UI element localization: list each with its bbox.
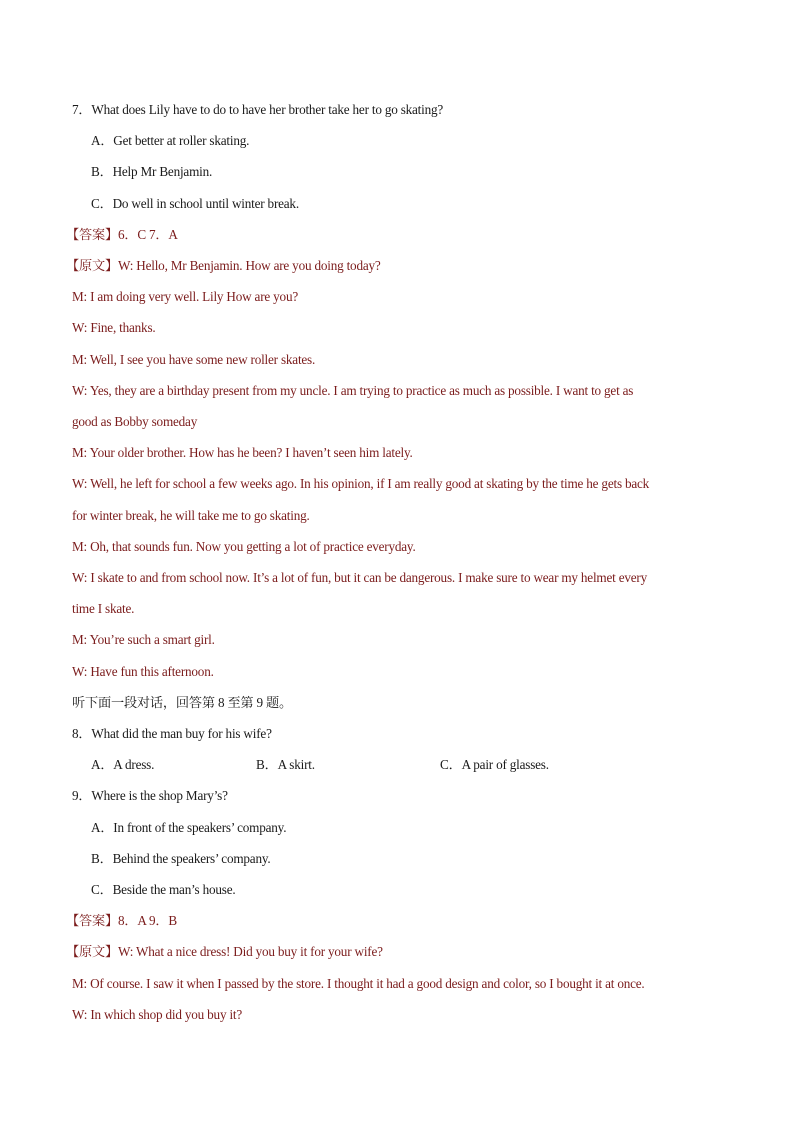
- q7-option-c: C．Do well in school until winter break.: [91, 196, 299, 211]
- answer-8-9: [66, 911, 734, 931]
- transcript-line: [66, 256, 734, 276]
- transcript-tag: 【原文】: [66, 944, 118, 959]
- q8-option-c: C．A pair of glasses.: [440, 757, 549, 772]
- transcript-text: W: What a nice dress! Did you buy it for your wife?: [117, 944, 383, 959]
- question-7: 7．What does Lily have to do to have her brother take her to go skating?: [72, 102, 444, 117]
- section-intro: 听下面一段对话，回答第 8 至第 9 题。: [72, 695, 292, 710]
- q7-option-a: A．Get better at roller skating.: [91, 133, 250, 148]
- transcript-line: [66, 942, 734, 962]
- transcript-line: good as Bobby someday: [72, 414, 198, 429]
- answer-text: 6．C 7．A: [117, 227, 178, 242]
- transcript-line: time I skate.: [72, 601, 135, 616]
- answer-tag: 【答案】: [66, 227, 118, 242]
- transcript-line: W: Fine, thanks.: [72, 320, 156, 335]
- transcript-line: for winter break, he will take me to go skating.: [72, 508, 310, 523]
- answer-6-7: [66, 225, 734, 245]
- transcript-line: W: I skate to and from school now. It’s a lot of fun, but it can be dangerous. I make sure to wear my helmet every: [72, 570, 647, 585]
- transcript-line: M: Of course. I saw it when I passed by the store. I thought it had a good design and color, so I bought it at once.: [72, 976, 645, 991]
- q8-option-a: A．A dress.: [91, 757, 155, 772]
- transcript-line: W: In which shop did you buy it?: [72, 1007, 243, 1022]
- question-9: 9．Where is the shop Mary’s?: [72, 788, 228, 803]
- q9-option-c: C．Beside the man’s house.: [91, 882, 236, 897]
- transcript-line: M: I am doing very well. Lily How are you?: [72, 289, 298, 304]
- answer-tag: 【答案】: [66, 913, 118, 928]
- transcript-line: M: Well, I see you have some new roller skates.: [72, 352, 316, 367]
- q9-option-b: B．Behind the speakers’ company.: [91, 851, 271, 866]
- transcript-line: W: Well, he left for school a few weeks ago. In his opinion, if I am really good at skating by the time he gets back: [72, 476, 650, 491]
- q8-options-row: [0, 755, 794, 775]
- transcript-line: W: Have fun this afternoon.: [72, 664, 214, 679]
- transcript-tag: 【原文】: [66, 258, 118, 273]
- q7-option-b: B．Help Mr Benjamin.: [91, 164, 213, 179]
- answer-text: 8．A 9．B: [117, 913, 178, 928]
- transcript-text: W: Hello, Mr Benjamin. How are you doing today?: [117, 258, 381, 273]
- q8-option-b: B．A skirt.: [256, 757, 315, 772]
- transcript-line: M: Your older brother. How has he been? I haven’t seen him lately.: [72, 445, 413, 460]
- transcript-line: M: You’re such a smart girl.: [72, 632, 215, 647]
- transcript-line: M: Oh, that sounds fun. Now you getting a lot of practice everyday.: [72, 539, 416, 554]
- question-8: 8．What did the man buy for his wife?: [72, 726, 272, 741]
- q9-option-a: A．In front of the speakers’ company.: [91, 820, 287, 835]
- transcript-line: W: Yes, they are a birthday present from my uncle. I am trying to practice as much as possible. I want to get as: [72, 383, 634, 398]
